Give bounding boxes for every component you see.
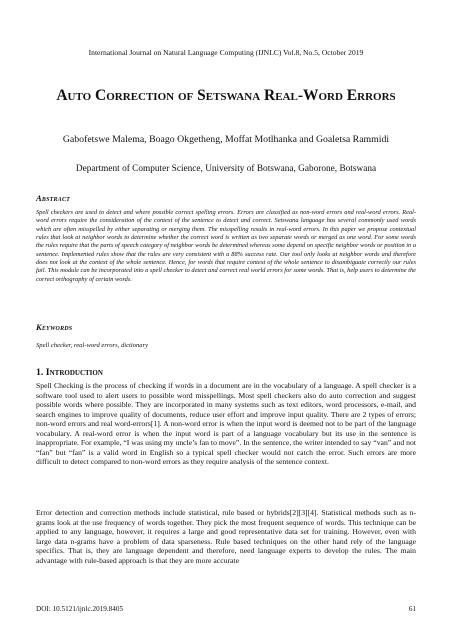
journal-header: International Journal on Natural Language Computing (IJNLC) Vol.8, No.5, October 2019	[88, 48, 364, 57]
footer-doi: DOI: 10.5121/ijnlc.2019.8405	[36, 605, 124, 613]
author-list: Gabofetswe Malema, Boago Okgetheng, Moffat Motlhanka and Goaletsa Rammidi	[62, 134, 390, 145]
keywords-list: Spell checker, real-word errors, dictionary	[36, 342, 149, 349]
paper-title: Auto Correction of Setswana Real-Word Errors	[56, 87, 396, 104]
abstract-heading: Abstract	[36, 193, 71, 203]
keywords-heading: Keywords	[36, 322, 73, 332]
affiliation: Department of Computer Science, University of Botswana, Gaborone, Botswana	[75, 164, 377, 174]
section-heading-introduction: 1. Introduction	[36, 367, 103, 378]
body-paragraph: Error detection and correction methods include statistical, rule based or hybrids[2][3][4]. Statistical methods such as n-grams look at the use frequency of words together. They pick the most frequent sequence of words. This technique can be applied to any language, however, it requires a large and good representative data set for training. However, even with large data n-grams have a problem of data sparseness. Rule based techniques on the other hand rely of the language specifics. That is, they are language dependent and therefore, need language experts to develop the rules. The main advantage with rule-based approach is that they are more accurate	[36, 508, 416, 565]
abstract-body: Spell checkers are used to detect and where possible correct spelling errors. Errors are classified as non-word errors and real-word errors. Real-word errors require the consideration of the context of the sentence to detect and correct. Setswana language has several commonly used words which are often misspelled by either separating or merging them. The misspelling results in real-word errors. In this paper we propose contextual rules that look at neighbor words to determine whether the correct word is written as two separate words or merged as one word. For some words the rules require that the parts of speech category of neighbor words be determined whereas some depend on specific neighbor words or position in a sentence. Implemented rules show that the rules are very consistent with a 88% success rate. Our tool only looks at neighbor words and therefore does not look at the context of the whole sentence. Hence, for words that require context of the whole sentence to disambiguate correctly our rules fail. This module can be incorporated into a spell checker to detect and correct real world errors for some words. That is, help users to determine the correct orthography of certain words.	[36, 209, 416, 283]
page-number: 61	[408, 605, 416, 613]
body-paragraph: Spell Checking is the process of checking if words in a document are in the vocabulary of a language. A spell checker is a software tool used to alert users to possible word misspellings. Most spell checkers also do auto correction and suggest possible words where possible. They are incorporated in many systems such as text editors, word processors, e-mail, and search engines to improve quality of documents, reduce user effort and improve input quality. There are 2 types of errors; non-word errors and real word-errors[1]. A non-word error is when the input word is deemed not to be part of the language vocabulary. A real-word error is when the input word is part of a language vocabulary but its use in the sentence is inappropriate. For example, “I was using my uncle’s fan to move”. In the sentence, the writer intended to say “van” and not “fan” but “fan” is a valid word in English so a typical spell checker would not catch the error. Such errors are more difficult to detect compared to non-word errors as they require analysis of the sentence context.	[36, 381, 416, 467]
